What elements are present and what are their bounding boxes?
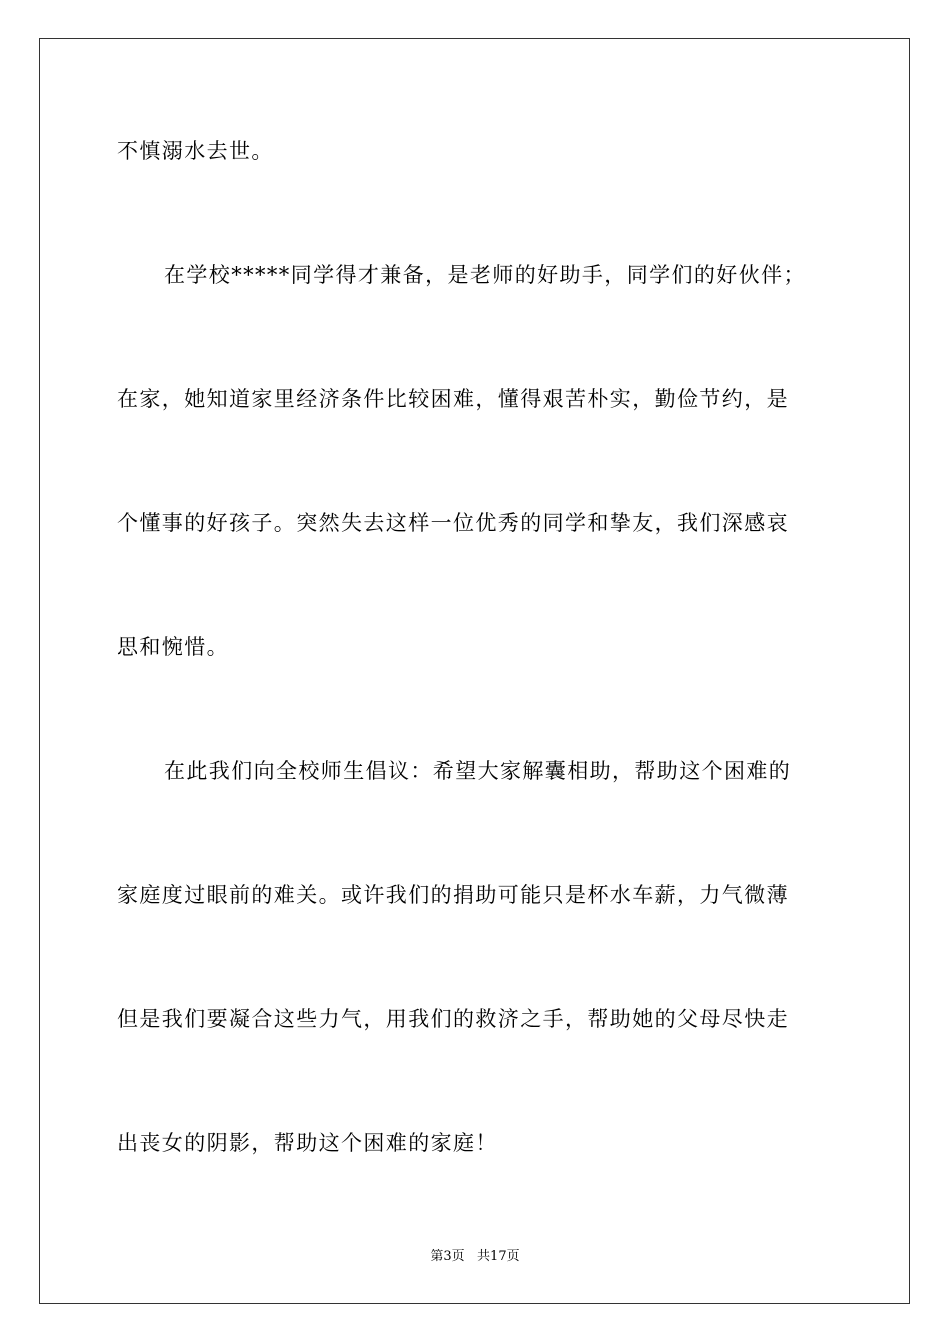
text-line: 家庭度过眼前的难关。或许我们的捐助可能只是杯水车薪，力气微薄 [117, 883, 789, 907]
page-number-footer: 第3页 共17页 [430, 1249, 520, 1264]
text-line: 但是我们要凝合这些力气，用我们的救济之手，帮助她的父母尽快走 [117, 1007, 789, 1031]
page-frame [39, 38, 910, 1304]
text-line: 在家，她知道家里经济条件比较困难，懂得艰苦朴实，勤俭节约，是 [117, 387, 789, 411]
text-line: 个懂事的好孩子。突然失去这样一位优秀的同学和挚友，我们深感哀 [117, 511, 789, 535]
paragraph-start-line: 在学校*****同学得才兼备，是老师的好助手，同学们的好伙伴； [164, 263, 806, 287]
text-line: 出丧女的阴影，帮助这个困难的家庭！ [117, 1131, 498, 1155]
paragraph-start-line: 在此我们向全校师生倡议：希望大家解囊相助，帮助这个困难的 [164, 759, 792, 783]
text-line: 思和惋惜。 [117, 635, 229, 659]
text-line: 不慎溺水去世。 [117, 139, 274, 163]
